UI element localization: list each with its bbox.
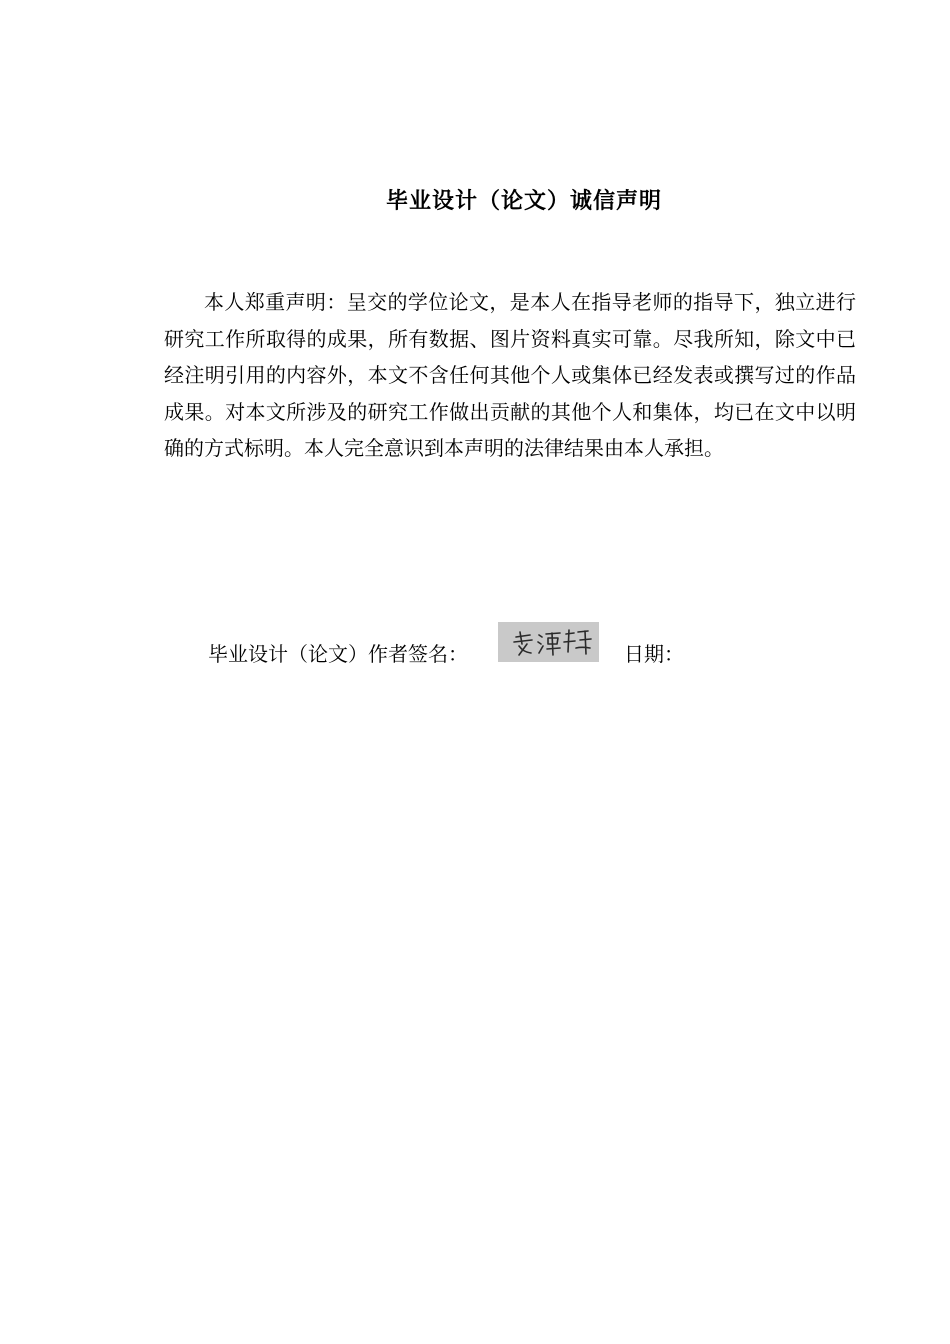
signature-scribble	[498, 622, 599, 662]
date-label: 日期：	[624, 642, 684, 666]
handwritten-signature	[498, 622, 599, 662]
document-title: 毕业设计（论文）诚信声明	[386, 189, 663, 214]
declaration-paragraph: 本人郑重声明：呈交的学位论文，是本人在指导老师的指导下，独立进行研究工作所取得的成果，所有数据、图片资料真实可靠。尽我所知，除文中已经注明引用的内容外，本文不含任何其他个人或集体已经发表或撰写过的作品成果。对本文所涉及的研究工作做出贡献的其他个人和集体，均已在文中以明确的方式标明。本人完全意识到本声明的法律结果由本人承担。	[164, 290, 856, 460]
signature-label: 毕业设计（论文）作者签名：	[208, 642, 468, 666]
